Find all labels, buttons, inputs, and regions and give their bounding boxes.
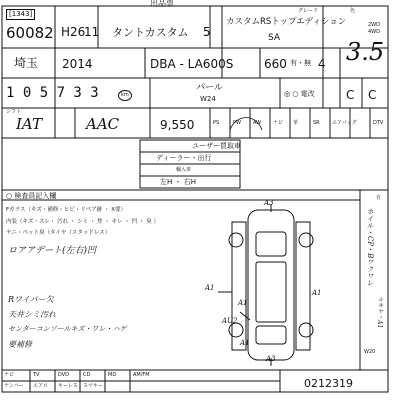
auction-score: 3.5 (346, 38, 385, 66)
note-repair: 要補修 (8, 340, 32, 349)
lot-tag: [1343] (6, 9, 35, 20)
side-note-2: ルキヤ・A1 (376, 296, 383, 329)
equip-pw: PW (233, 120, 241, 126)
year-code: H26 (61, 25, 86, 39)
transmission: IAT (16, 115, 42, 133)
note-ceiling: 天井シミ汚れ (8, 310, 56, 319)
serial-number: 0212319 (304, 377, 353, 390)
insp-line-tire: ヤニ・ペット臭（タイヤ（スタッドレス） (6, 230, 111, 236)
color-code: W24 (200, 95, 216, 103)
drive-labels: 2WD 4WD (368, 22, 380, 35)
mark-rear-left: AU2 (222, 317, 238, 325)
equip-marks: ◎ ○ 電改 (284, 90, 315, 98)
model-name: タントカスタム (112, 26, 189, 39)
insp-line-interior: 内装（キズ・スレ・ 汚れ ・ シミ ・ 焦 ・ キレ ・ 凹 ・ 臭 ） (6, 219, 159, 225)
side-note-wheel: ホイル・CP・Bワクワレ (366, 208, 374, 287)
inspection-title: ○ 検査員記入欄 (6, 192, 57, 200)
interior-grade: C (346, 88, 355, 102)
lot-number: 60082 (6, 24, 54, 42)
form-title: 出品票 (150, 0, 174, 8)
side-note-w20: W20 (364, 349, 376, 355)
dealer-label: ディーラー・出行 (156, 154, 212, 162)
shift-label: シフト (6, 109, 22, 115)
equip-airbag: エアバッグ (332, 120, 357, 126)
note-wiper: Rワイパー欠 (8, 295, 54, 304)
equip-dtv: DTV (373, 120, 384, 126)
model-code: DBA - LA600S (150, 57, 234, 71)
footer-amfm: AM/FM (133, 372, 150, 378)
exterior-grade: C (368, 88, 377, 102)
equip-sr: SR (313, 120, 320, 126)
grade-sa: SA (268, 33, 281, 43)
air-con: AAC (86, 115, 120, 133)
mark-right: A1 (312, 289, 322, 297)
note-console: センターコンソールキズ・ワレ・ハゲ (8, 325, 127, 333)
model-year: 2014 (62, 57, 93, 71)
footer-cd: CD (83, 372, 91, 378)
price: 9,550 (160, 118, 195, 132)
import-label: 輸入車 (176, 167, 192, 173)
side-note-has: 有 (376, 195, 382, 201)
footer-md: MD (108, 372, 117, 378)
mark-rear: A1 (240, 339, 250, 347)
mileage: 1 0 5 7 3 3 (6, 85, 99, 101)
grade-text: カスタムRSトップエディション (226, 17, 347, 27)
footer-dvd: DVD (58, 372, 70, 378)
grade-header: グレード (298, 8, 319, 14)
equip-aw: AW (253, 120, 262, 126)
car-diagram (218, 204, 313, 366)
reg-month: 11 (84, 25, 100, 39)
footer-navi: ナビ (4, 372, 15, 378)
color-header: 色 (350, 8, 356, 14)
body-color: パール (196, 83, 223, 93)
equip-ps: PS (213, 120, 220, 126)
footer-aero: エアロ (33, 383, 49, 389)
equip-leather: 革 (293, 120, 299, 126)
mark-left: A1 (205, 284, 215, 292)
handle-label: 左H ・ 右H (160, 178, 196, 186)
km-badge: km (118, 90, 132, 101)
equip-navi: ナビ (273, 120, 284, 126)
seat-count: 4 (318, 57, 326, 71)
mark-front: A3 (264, 199, 274, 207)
footer-plate: ナンバー (4, 383, 24, 389)
region: 埼玉 (14, 56, 39, 70)
footer-keyless: キーレス (58, 383, 78, 389)
note-lower: ロアアデート(左右)凹 (8, 246, 97, 256)
mark-left-2: A1 (238, 299, 248, 307)
buyer-title: ユーザー買取車 (192, 142, 241, 150)
footer-smartkey: スマキー (83, 383, 103, 389)
mark-tail: A3 (266, 355, 276, 363)
door-count: 5 (203, 25, 211, 39)
footer-tv: TV (33, 372, 40, 378)
displacement: 660 (264, 57, 287, 71)
insp-line-glass: Fガラス（キズ・補修・ヒビ・リペア跡 ・ X要） (6, 207, 127, 213)
seats-label: 有・無 (290, 59, 311, 67)
